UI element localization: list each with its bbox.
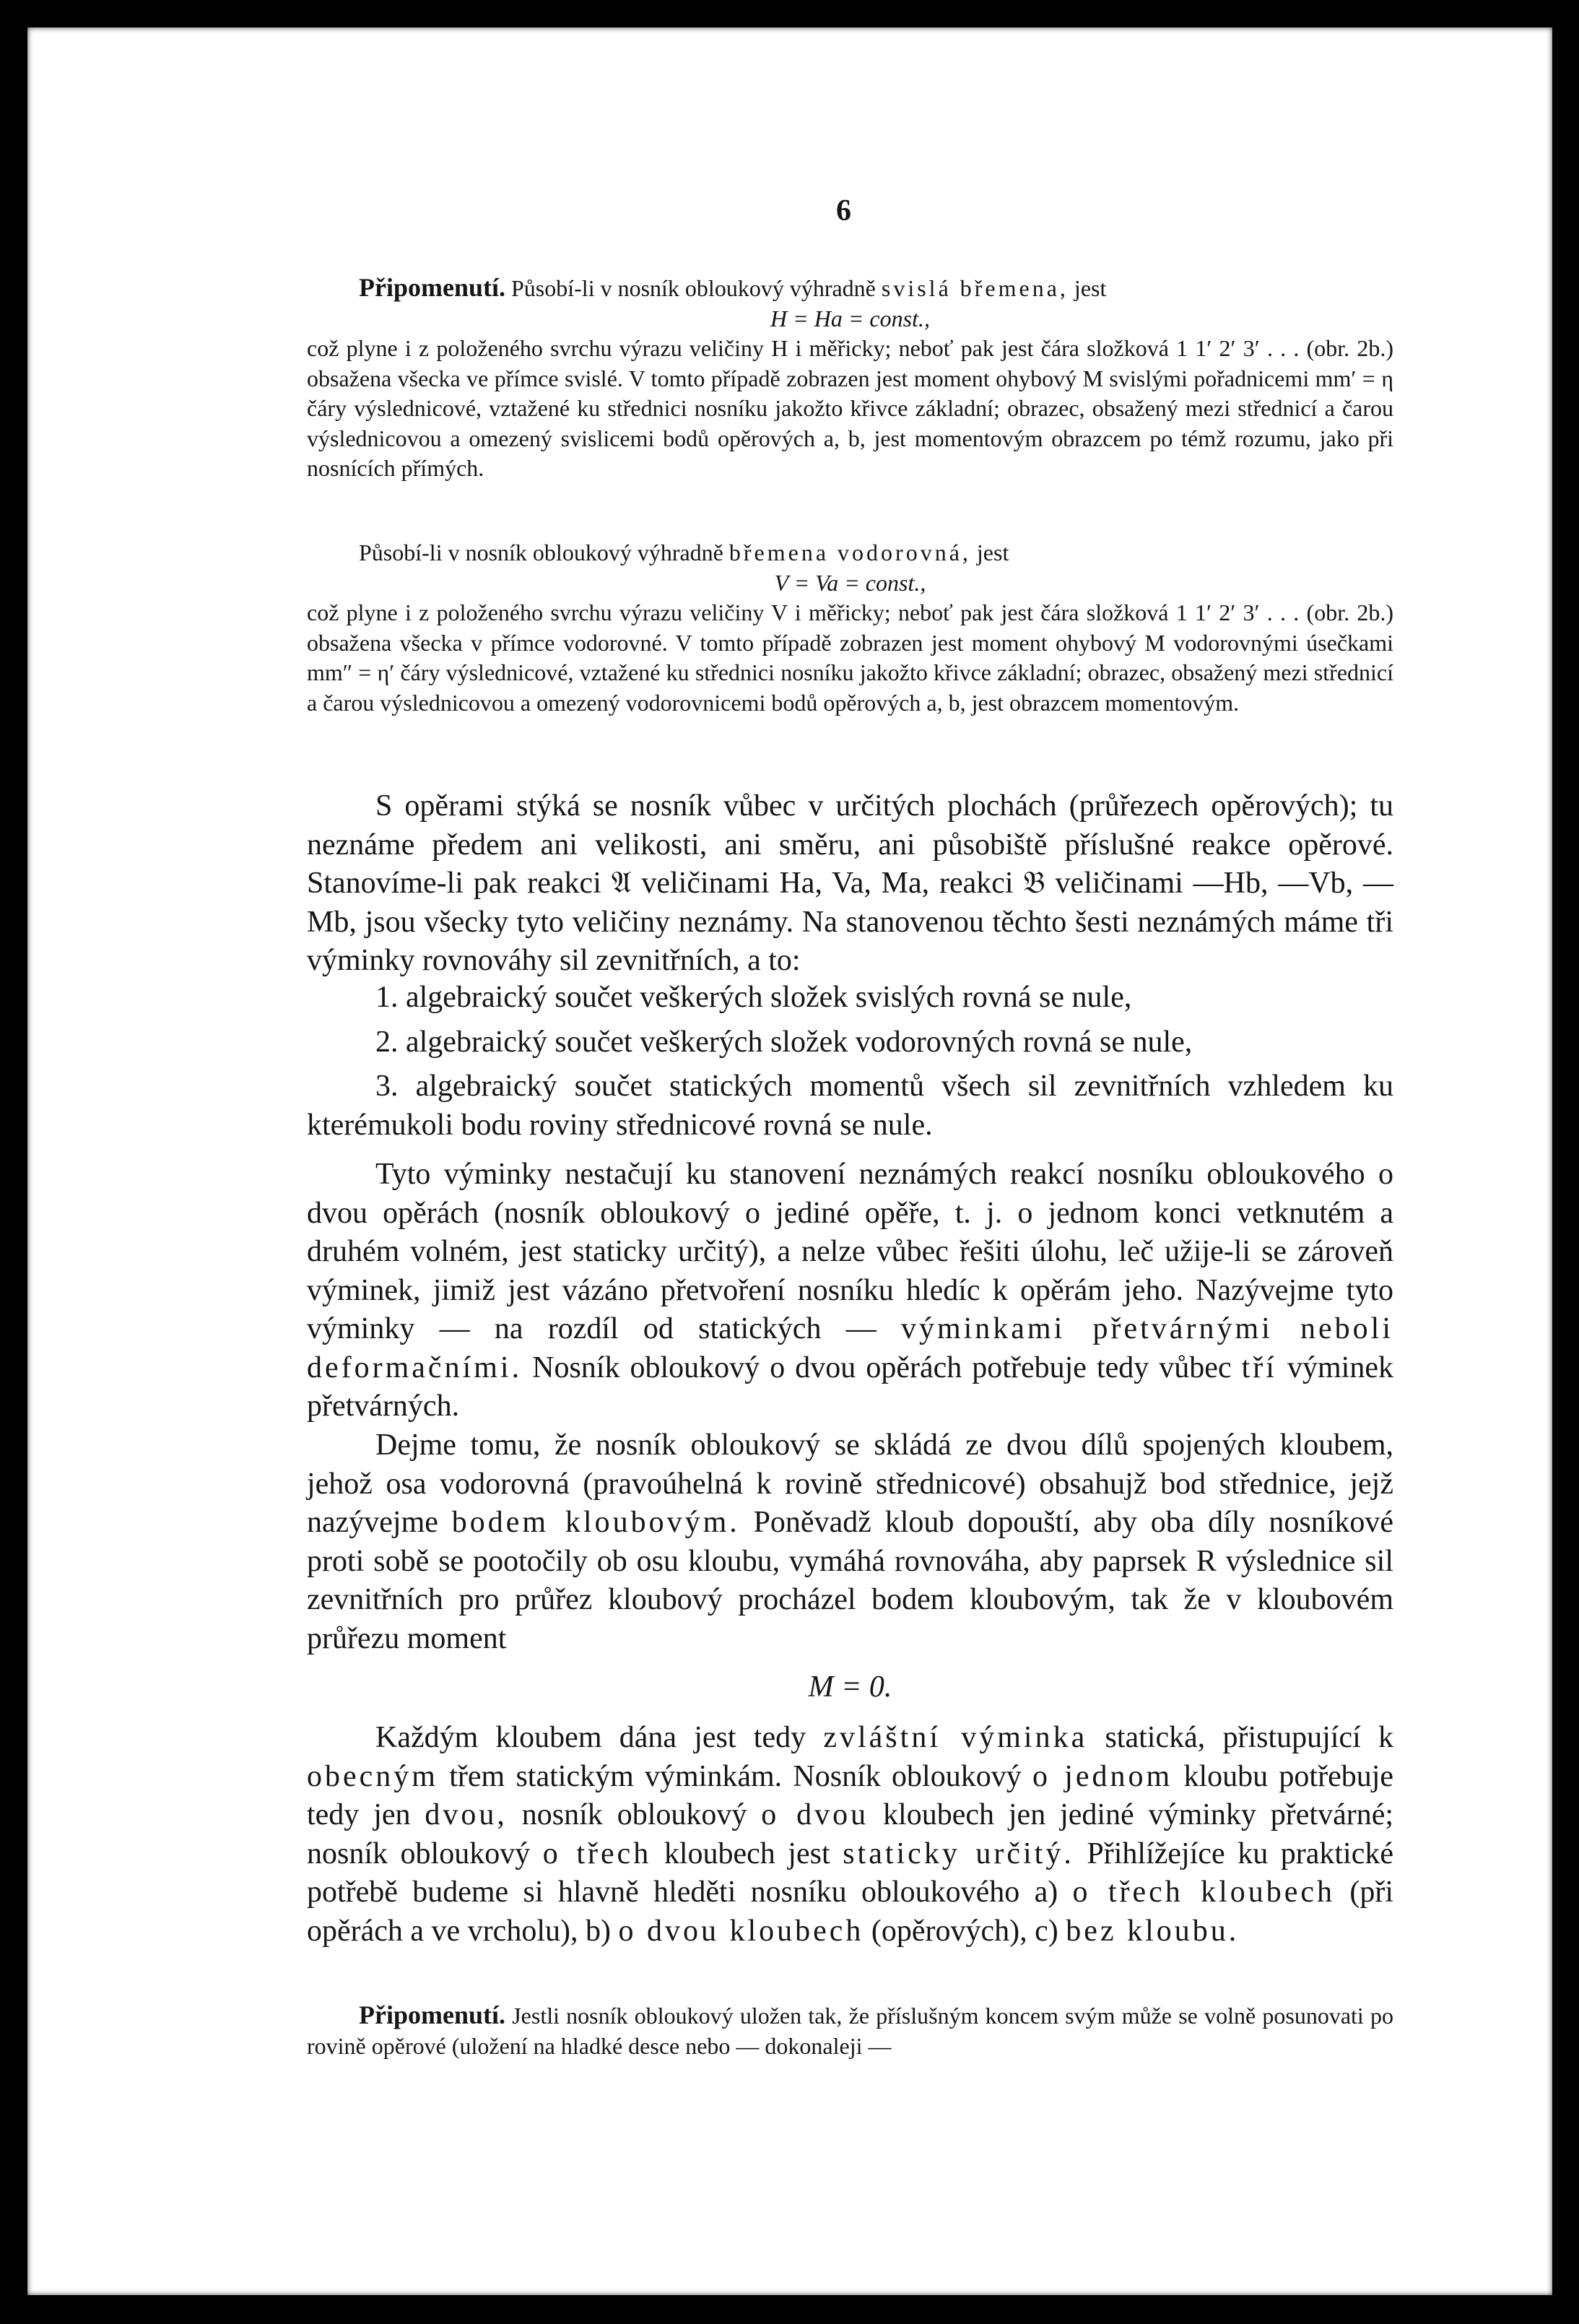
para-3-emph: bodem kloubovým. (451, 1506, 740, 1539)
note1-p2-emph: břemena vodorovná, (728, 539, 971, 565)
para-4-text: statická, přistupující k (1105, 1721, 1394, 1754)
para-4-emph: zvláštní výminka (823, 1721, 1088, 1754)
para-4-emph: dvou, (425, 1798, 508, 1831)
para-3b: Poněvadž kloub dopouští, aby oba díly nosníkové proti sobě se pootočily ob osu kloubu, vymáhá rovnováha, aby paprsek R výslednice sil zevnitřních pro průřez kloubový procházel bodem kloubovým, tak že v kloubovém průřezu moment (307, 1506, 1393, 1655)
para-4-emph: obecným (307, 1759, 438, 1793)
para-4-text: kloubech jen jediné výminky přetvárné; nosník obloukový (307, 1798, 1394, 1870)
equation-3: M = 0. (808, 1670, 892, 1704)
para-4-text: kloubu potřebuje tedy jen (307, 1759, 1394, 1831)
main-paragraph-1 (307, 787, 1393, 981)
conditions-list (307, 979, 1393, 1145)
list-item: 3. algebraický součet statických momentů všech sil zevnitřních vzhledem ku kterémukoli bodu roviny střednicové rovná se nule. (307, 1070, 1393, 1142)
equation-1: H = Ha = const., (770, 305, 930, 331)
para-2-emph2: tří (1241, 1350, 1277, 1384)
para-4-emph: o dvou (761, 1798, 869, 1831)
note2 (307, 2000, 1393, 2061)
para-4-emph: o třech (542, 1837, 652, 1870)
para-4-emph: staticky určitý. (843, 1837, 1074, 1870)
para-4-text: Každým kloubem dána jest tedy (375, 1721, 806, 1754)
main-paragraph-4 (307, 1719, 1393, 1951)
note1-second (307, 538, 1393, 718)
note1-p1-intro: Působí-li v nosník obloukový výhradně (511, 275, 876, 301)
list-item: 2. algebraický součet veškerých složek vodorovných rovná se nule, (375, 1025, 1193, 1059)
para-4-emph: o třech kloubech (1072, 1876, 1336, 1909)
para-4-text: (při opěrách a ve vrcholu), b) (307, 1876, 1394, 1948)
note1-p1-emph: svislá břemena, (881, 275, 1069, 301)
note2-heading: Připomenutí. (359, 2000, 505, 2029)
para-2-emph: výminkami přetvárnými neboli deformačními. (307, 1312, 1394, 1384)
para-4-text: (opěrových), c) (871, 1914, 1058, 1948)
page-number: 6 (836, 194, 851, 227)
para-4-text: kloubech jest (664, 1837, 830, 1870)
main-paragraph-2 (307, 1156, 1393, 1426)
para-4-text: třem statickým výminkám. Nosník obloukový (449, 1759, 1022, 1793)
note1-intro (307, 273, 1393, 484)
para-4-emph: bez kloubu. (1066, 1914, 1240, 1948)
note2-text: Jestli nosník obloukový uložen tak, že příslušným koncem svým může se volně posunovati po rovině opěrové (uložení na hladké desce nebo — dokonaleji — (307, 2003, 1394, 2059)
note1-p2-intro: Působí-li v nosník obloukový výhradně (359, 539, 723, 565)
note1-p1-end: jest (1074, 275, 1107, 301)
para-3a: Dejme tomu, že nosník obloukový se skládá ze dvou dílů spojených kloubem, jehož osa vodorovná (pravoúhelná k rovině střednicové) obsahujž bod střednice, jejž nazývejme (307, 1428, 1393, 1539)
note1-heading: Připomenutí. (359, 273, 505, 302)
list-item: 1. algebraický součet veškerých složek svislých rovná se nule, (375, 981, 1132, 1014)
para-4-emph: o dvou kloubech (618, 1914, 864, 1948)
para-4-text: Přihlížejíce ku praktické potřebě budeme si hlavně hleděti nosníku obloukového a) (307, 1837, 1393, 1909)
note1-p1-body: což plyne i z položeného svrchu výrazu veličiny H i měřicky; neboť pak jest čára složková 1 1′ 2′ 3′ . . . (obr. 2b.) obsažena všecka ve přímce svislé. V tomto případě zobrazen jest moment ohybový M svislými pořadnicemi mm′ = η čáry výslednicové, vztažené ku střednici nosníku jakožto křivce základní; obrazec, obsažený mezi střednicí a čarou výslednicovou a omezený svislicemi bodů opěrových a, b, jest momentovým obrazcem po témž rozumu, jako při nosnících přímých. (307, 335, 1393, 481)
equation-2: V = Va = const., (774, 569, 926, 596)
para-4-emph: o jednom (1032, 1759, 1173, 1793)
para-1: S opěrami stýká se nosník vůbec v určitých plochách (průřezech opěrových); tu neznáme předem ani velikosti, ani směru, ani působiště příslušné reakce opěrové. Stanovíme-li pak reakci 𝔄 veličinami Ha, Va, Ma, reakci 𝔅 veličinami —Hb, —Vb, —Mb, jsou všecky tyto veličiny neznámy. Na stanovenou těchto šesti neznámých máme tři výminky rovnováhy sil zevnitřních, a to: (307, 789, 1393, 977)
para-2c: výminek přetvárných. (307, 1350, 1393, 1423)
main-paragraph-3 (307, 1426, 1393, 1707)
note1-p2-body: což plyne i z položeného svrchu výrazu veličiny V i měřicky; neboť pak jest čára složková 1 1′ 2′ 3′ . . . (obr. 2b.) obsažena všecka v přímce vodorovné. V tomto případě zobrazen jest moment ohybový M vodorovnými úsečkami mm″ = η′ čáry výslednicové, vztažené ku střednici nosníku jakožto křivce základní; obrazec, obsažený mezi střednicí a čarou výslednicovou a omezený vodorovnicemi bodů opěrových a, b, jest obrazcem momentovým. (307, 599, 1393, 716)
para-4-text: nosník obloukový (521, 1798, 747, 1831)
para-2a: Tyto výminky nestačují ku stanovení neznámých reakcí nosníku obloukového o dvou opěrách (nosník obloukový o jediné opěře, t. j. o jednom konci vetknutém a druhém volném, jest staticky určitý), a nelze vůbec řešiti úlohu, leč užije-li se zároveň výminek, jimiž jest vázáno přetvoření nosníku hledíc k opěrám jeho. Nazývejme tyto výminky — na rozdíl od statických — (307, 1158, 1393, 1345)
note1-p2-end: jest (976, 539, 1009, 565)
para-2b: Nosník obloukový o dvou opěrách potřebuje tedy vůbec (532, 1350, 1232, 1384)
